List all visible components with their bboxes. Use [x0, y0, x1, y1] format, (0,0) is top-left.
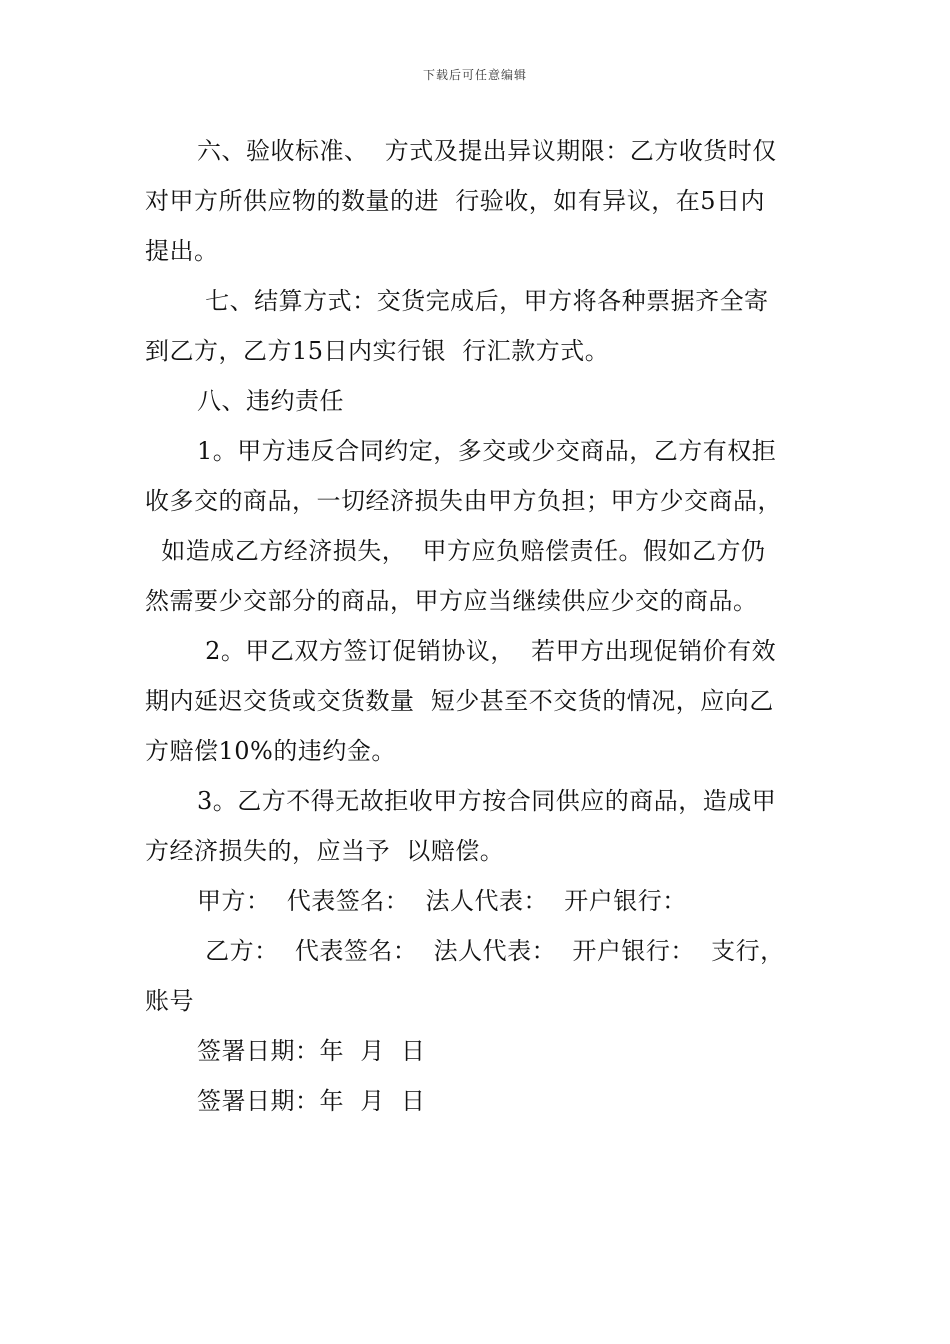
party-a-signature-line: 甲方： 代表签名： 法人代表： 开户银行：	[197, 887, 687, 915]
text-line: 期内延迟交货或交货数量 短少甚至不交货的情况，应向乙	[145, 687, 774, 715]
text-line: 2。甲乙双方签订促销协议， 若甲方出现促销价有效	[197, 637, 777, 665]
text-line: 3。乙方不得无故拒收甲方按合同供应的商品，造成甲	[197, 787, 777, 815]
text-line: 方经济损失的，应当予 以赔偿。	[145, 837, 505, 865]
text-line: 如造成乙方经济损失， 甲方应负赔偿责任。假如乙方仍	[145, 537, 766, 565]
text-line: 七、结算方式：交货完成后，甲方将各种票据齐全寄	[197, 287, 769, 315]
text-line: 方赔偿10%的违约金。	[145, 737, 396, 765]
text-line: 对甲方所供应物的数量的进 行验收，如有异议，在5日内	[145, 187, 766, 215]
section-heading: 八、违约责任	[197, 387, 344, 415]
text-line: 到乙方，乙方15日内实行银 行汇款方式。	[145, 337, 610, 365]
signing-date-line: 签署日期：年 月 日	[197, 1087, 426, 1115]
page-header: 下载后可任意编辑	[422, 68, 527, 82]
text-line: 1。甲方违反合同约定，多交或少交商品，乙方有权拒	[197, 437, 777, 465]
text-line: 收多交的商品，一切经济损失由甲方负担；甲方少交商品，	[145, 487, 782, 515]
contract-body	[145, 126, 825, 1126]
text-line: 然需要少交部分的商品，甲方应当继续供应少交的商品。	[145, 587, 758, 615]
account-line: 账号	[145, 987, 194, 1015]
text-line: 六、验收标准、 方式及提出异议期限：乙方收货时仅	[197, 137, 777, 165]
text-line: 提出。	[145, 237, 219, 265]
party-b-signature-line: 乙方： 代表签名： 法人代表： 开户银行： 支行，	[197, 937, 785, 965]
signing-date-line: 签署日期：年 月 日	[197, 1037, 426, 1065]
